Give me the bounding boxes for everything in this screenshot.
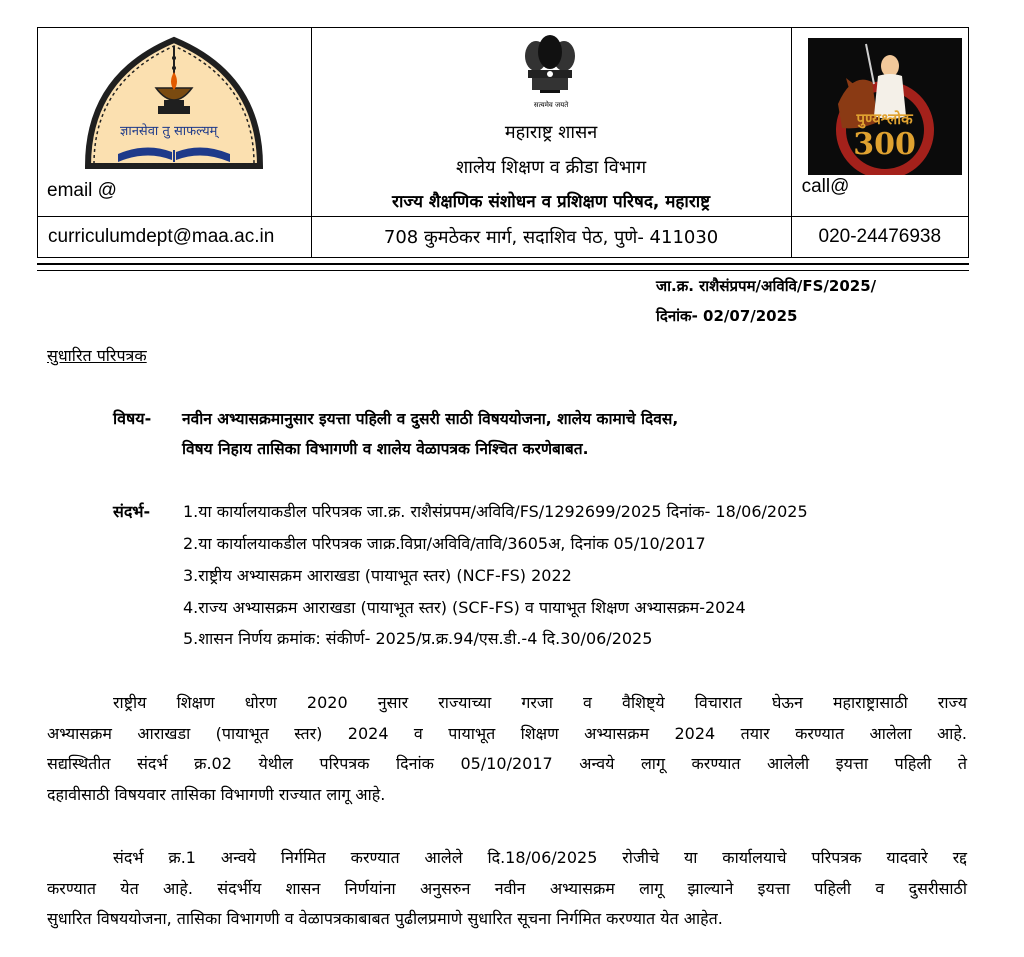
references-label: संदर्भ-	[113, 502, 151, 521]
emblem-motto: सत्यमेव जयते	[533, 101, 569, 109]
department-name: शालेय शिक्षण व क्रीडा विभाग	[456, 157, 647, 178]
reference-number: जा.क्र. राशैसंप्रपम/अविवि/FS/2025/	[656, 277, 877, 295]
paragraph-line: सुधारित विषययोजना, तासिका विभागणी व वेळापत्रकाबाबत पुढीलप्रमाणे सुधारित सूचना निर्गमित करण्यात येत आहेत.	[47, 909, 723, 928]
letterhead-double-rule	[37, 263, 969, 271]
subject-label: विषय-	[113, 409, 152, 428]
letterhead-left-cell	[38, 28, 312, 217]
reference-item: 2.या कार्यालयाकडील परिपत्रक जाक्र.विप्रा/अविवि/तावि/3605अ, दिनांक 05/10/2017	[183, 534, 706, 553]
logo-text: पुण्यश्लोक	[856, 110, 913, 128]
paragraph-line: अभ्यासक्रम आराखडा (पायाभूत स्तर) 2024 व पायाभूत शिक्षण अभ्यासक्रम 2024 तयार करण्यात आलेला आहे.	[47, 723, 967, 743]
national-emblem-icon	[512, 32, 588, 102]
reference-item: 4.राज्य अभ्यासक्रम आराखडा (पायाभूत स्तर) (SCF-FS) व पायाभूत शिक्षण अभ्यासक्रम-2024	[183, 598, 746, 617]
subject-line: नवीन अभ्यासक्रमानुसार इयत्ता पहिली व दुसरी साठी विषययोजना, शालेय कामाचे दिवस,	[182, 410, 679, 428]
lamp-seal-logo-icon	[80, 36, 268, 178]
government-name: महाराष्ट्र शासन	[504, 122, 598, 143]
subject-line: विषय निहाय तासिका विभागणी व शालेय वेळापत्रक निश्चित करणेबाबत.	[182, 440, 589, 458]
paragraph-line: संदर्भ क्र.1 अन्वये निर्गमित करण्यात आलेले दि.18/06/2025 रोजीचे या कार्यालयाचे परिपत्रक यादवारे रद्द	[113, 848, 967, 867]
paragraph-line: दहावीसाठी विषयवार तासिका विभागणी राज्यात लागू आहे.	[47, 784, 386, 804]
letterhead-right-cell	[791, 28, 968, 217]
paragraph-line: सद्यस्थितीत संदर्भ क्र.02 येथील परिपत्रक दिनांक 05/10/2017 अन्वये लागू करण्यात आलेली इयत्ता पहिली ते	[47, 754, 967, 773]
paragraph-line: करण्यात येत आहे. संदर्भीय शासन निर्णयांना अनुसरुन नवीन अभ्यासक्रम लागू झाल्याने इयत्ता पहिली व दुसरीसाठी	[47, 878, 967, 898]
seal-motto: ज्ञानसेवा तु साफल्यम्	[120, 124, 218, 139]
body-paragraph-1	[47, 688, 967, 810]
phone-value: 020-24476938	[791, 217, 968, 258]
reference-item: 1.या कार्यालयाकडील परिपत्रक जा.क्र. राशैसंप्रपम/अविवि/FS/1292699/2025 दिनांक- 18/06/2025	[183, 502, 808, 521]
body-paragraph-2	[47, 843, 967, 935]
email-label: email @	[47, 180, 117, 201]
circular-heading: सुधारित परिपत्रक	[47, 346, 147, 365]
reference-item: 3.राष्ट्रीय अभ्यासक्रम आराखडा (पायाभूत स्तर) (NCF-FS) 2022	[183, 566, 572, 585]
council-name: राज्य शैक्षणिक संशोधन व प्रशिक्षण परिषद, महाराष्ट्र	[392, 192, 711, 212]
paragraph-line: राष्ट्रीय शिक्षण धोरण 2020 नुसार राज्याच्या गरजा व वैशिष्ट्ये विचारात घेऊन महाराष्ट्रासाठी राज्य	[113, 693, 967, 712]
letterhead-center-cell	[311, 28, 791, 217]
call-label: call@	[801, 176, 850, 197]
address-value: 708 कुमठेकर मार्ग, सदाशिव पेठ, पुणे- 411030	[311, 217, 791, 258]
letter-date: दिनांक- 02/07/2025	[656, 307, 798, 325]
reference-item: 5.शासन निर्णय क्रमांक: संकीर्ण- 2025/प्र.क्र.94/एस.डी.-4 दि.30/06/2025	[183, 629, 653, 648]
letterhead-table	[37, 27, 969, 258]
logo-number: 300	[853, 127, 916, 162]
email-value: curriculumdept@maa.ac.in	[38, 217, 312, 258]
